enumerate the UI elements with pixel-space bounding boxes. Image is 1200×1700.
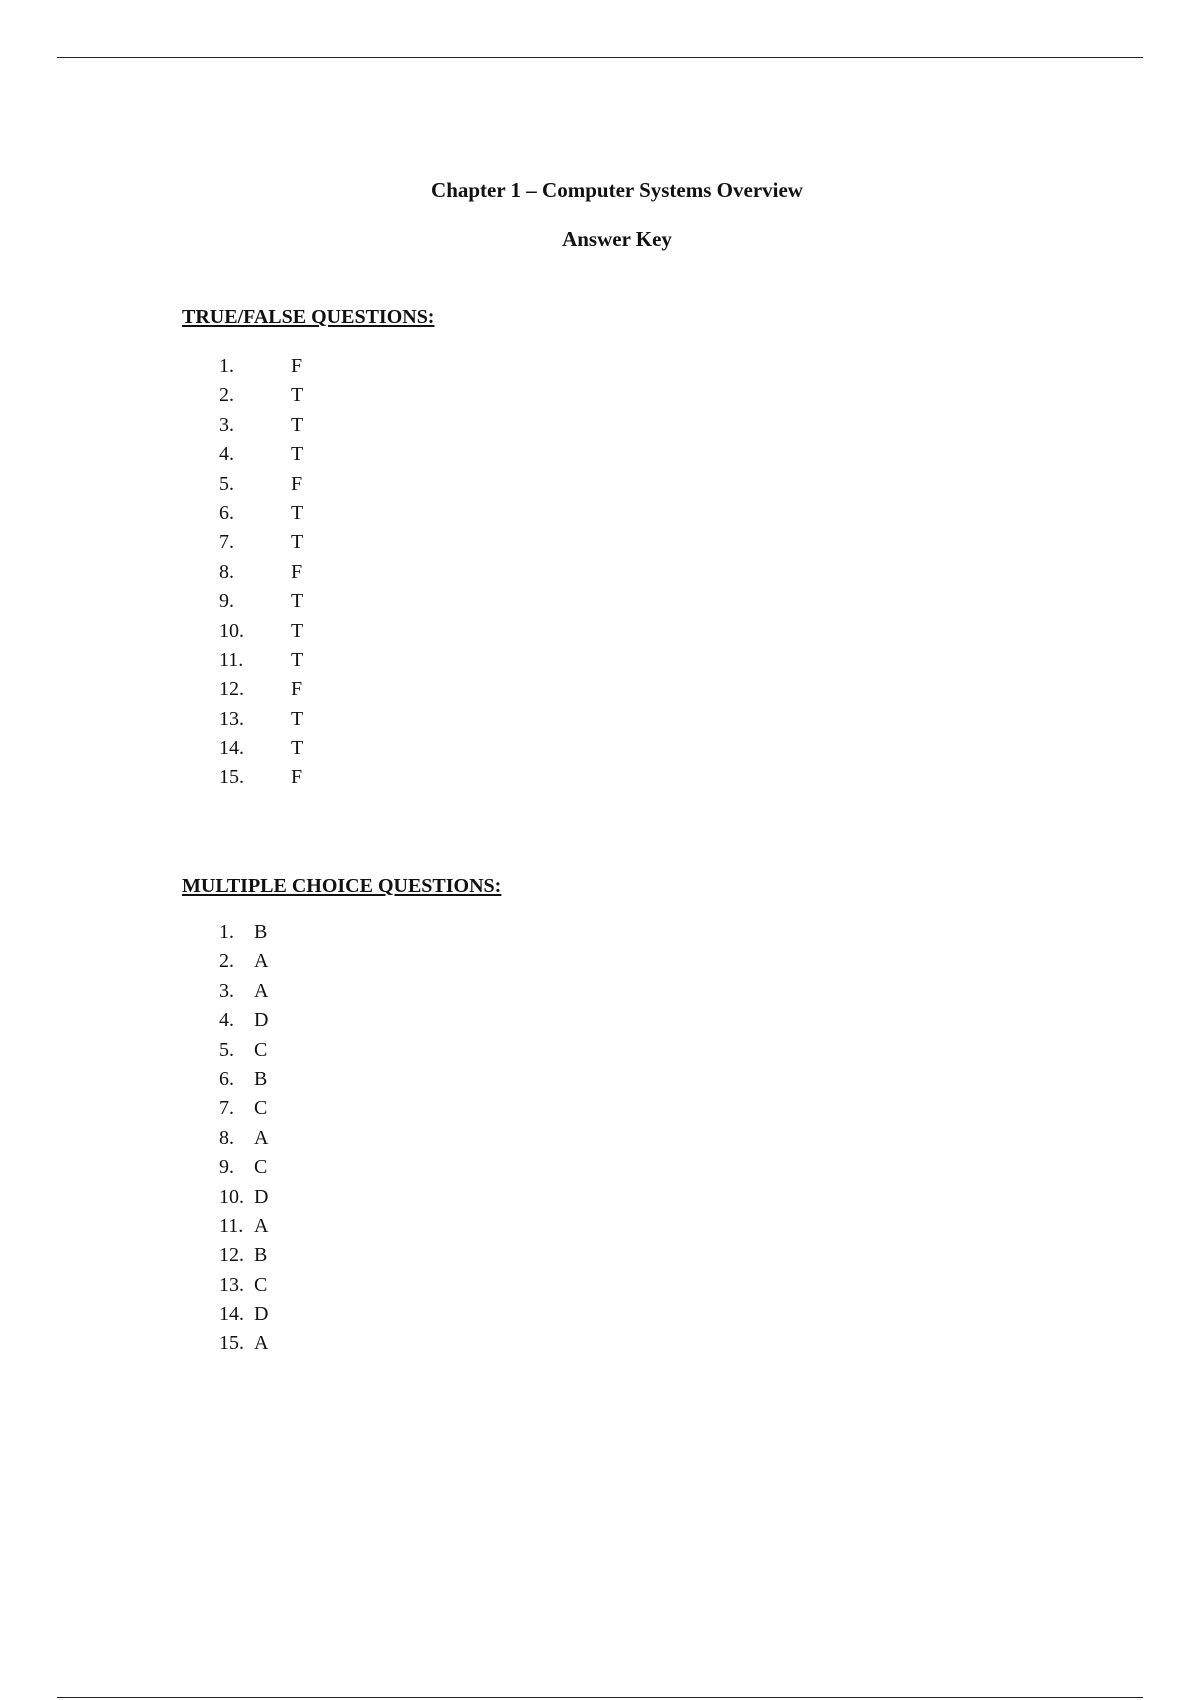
answer-value: T	[291, 501, 304, 524]
answer-value: F	[291, 355, 303, 377]
question-number: 6.	[219, 1067, 234, 1090]
true-false-answer-item	[219, 617, 303, 646]
multiple-choice-answer-item	[219, 1300, 268, 1329]
multiple-choice-answer-item	[219, 1183, 268, 1212]
question-number: 14.	[219, 737, 244, 760]
question-number: 5.	[219, 1038, 234, 1061]
question-number: 2.	[219, 384, 234, 407]
answer-value: F	[291, 472, 303, 495]
question-number: 9.	[219, 590, 234, 613]
answer-value: T	[291, 648, 304, 671]
true-false-answer-item	[219, 440, 303, 469]
answer-value: D	[254, 1009, 269, 1032]
true-false-answer-item	[219, 587, 303, 616]
question-number: 15.	[219, 1332, 244, 1355]
multiple-choice-answer-item	[219, 1036, 268, 1065]
true-false-answer-item	[219, 470, 303, 499]
true-false-answer-item	[219, 646, 303, 675]
multiple-choice-answer-list	[219, 918, 268, 1359]
question-number: 7.	[219, 531, 234, 554]
answer-value: T	[291, 443, 304, 466]
question-number: 3.	[219, 979, 234, 1002]
answer-value: D	[254, 1303, 269, 1326]
answer-value: B	[254, 921, 268, 943]
answer-value: T	[291, 413, 304, 436]
multiple-choice-answer-item	[219, 1241, 268, 1270]
true-false-answer-item	[219, 734, 303, 763]
answer-value: F	[291, 766, 303, 789]
answer-value: T	[291, 590, 304, 613]
answer-value: F	[291, 678, 303, 701]
true-false-answer-item	[219, 381, 303, 410]
answer-value: B	[254, 1244, 268, 1267]
document-title: Chapter 1 – Computer Systems Overview	[431, 178, 803, 202]
question-number: 15.	[219, 766, 244, 789]
multiple-choice-answer-item	[219, 977, 268, 1006]
true-false-answer-item	[219, 352, 303, 381]
answer-value: T	[291, 737, 304, 760]
question-number: 11.	[219, 1214, 244, 1237]
question-number: 5.	[219, 472, 234, 495]
multiple-choice-answer-item	[219, 1212, 268, 1241]
answer-value: T	[291, 531, 304, 554]
question-number: 3.	[219, 413, 234, 436]
true-false-answer-item	[219, 499, 303, 528]
question-number: 7.	[219, 1097, 234, 1120]
question-number: 13.	[219, 1273, 244, 1296]
question-number: 8.	[219, 560, 234, 583]
answer-value: T	[291, 619, 304, 642]
answer-value: C	[254, 1097, 268, 1120]
answer-value: C	[254, 1273, 268, 1296]
true-false-answer-item	[219, 411, 303, 440]
question-number: 1.	[219, 921, 234, 943]
multiple-choice-answer-item	[219, 1065, 268, 1094]
true-false-heading: TRUE/FALSE QUESTIONS:	[182, 306, 435, 328]
question-number: 4.	[219, 1009, 234, 1032]
answer-value: A	[254, 950, 269, 973]
question-number: 12.	[219, 1244, 244, 1267]
question-number: 4.	[219, 443, 234, 466]
answer-value: B	[254, 1067, 268, 1090]
document-subtitle: Answer Key	[562, 227, 672, 251]
multiple-choice-answer-item	[219, 1124, 268, 1153]
true-false-answer-item	[219, 558, 303, 587]
question-number: 10.	[219, 1185, 244, 1208]
bottom-rule	[57, 1697, 1143, 1698]
true-false-answer-list	[219, 352, 303, 793]
true-false-answer-item	[219, 705, 303, 734]
question-number: 6.	[219, 501, 234, 524]
answer-value: A	[254, 979, 269, 1002]
answer-value: T	[291, 384, 304, 407]
answer-value: A	[254, 1332, 269, 1355]
answer-value: C	[254, 1038, 268, 1061]
multiple-choice-answer-item	[219, 947, 268, 976]
true-false-answer-item	[219, 763, 303, 792]
true-false-answer-item	[219, 675, 303, 704]
multiple-choice-answer-item	[219, 1271, 268, 1300]
answer-value: C	[254, 1156, 268, 1179]
answer-value: T	[291, 707, 304, 730]
answer-value: A	[254, 1214, 269, 1237]
question-number: 8.	[219, 1126, 234, 1149]
answer-value: A	[254, 1126, 269, 1149]
question-number: 11.	[219, 648, 244, 671]
answer-value: F	[291, 560, 303, 583]
multiple-choice-answer-item	[219, 1094, 268, 1123]
question-number: 9.	[219, 1156, 234, 1179]
question-number: 14.	[219, 1303, 244, 1326]
question-number: 10.	[219, 619, 244, 642]
question-number: 1.	[219, 355, 234, 377]
multiple-choice-heading: MULTIPLE CHOICE QUESTIONS:	[182, 875, 502, 897]
question-number: 2.	[219, 950, 234, 973]
multiple-choice-answer-item	[219, 918, 268, 947]
top-rule	[57, 57, 1143, 58]
multiple-choice-answer-item	[219, 1329, 268, 1358]
answer-value: D	[254, 1185, 269, 1208]
multiple-choice-answer-item	[219, 1153, 268, 1182]
question-number: 12.	[219, 678, 244, 701]
question-number: 13.	[219, 707, 244, 730]
true-false-answer-item	[219, 528, 303, 557]
multiple-choice-answer-item	[219, 1006, 268, 1035]
